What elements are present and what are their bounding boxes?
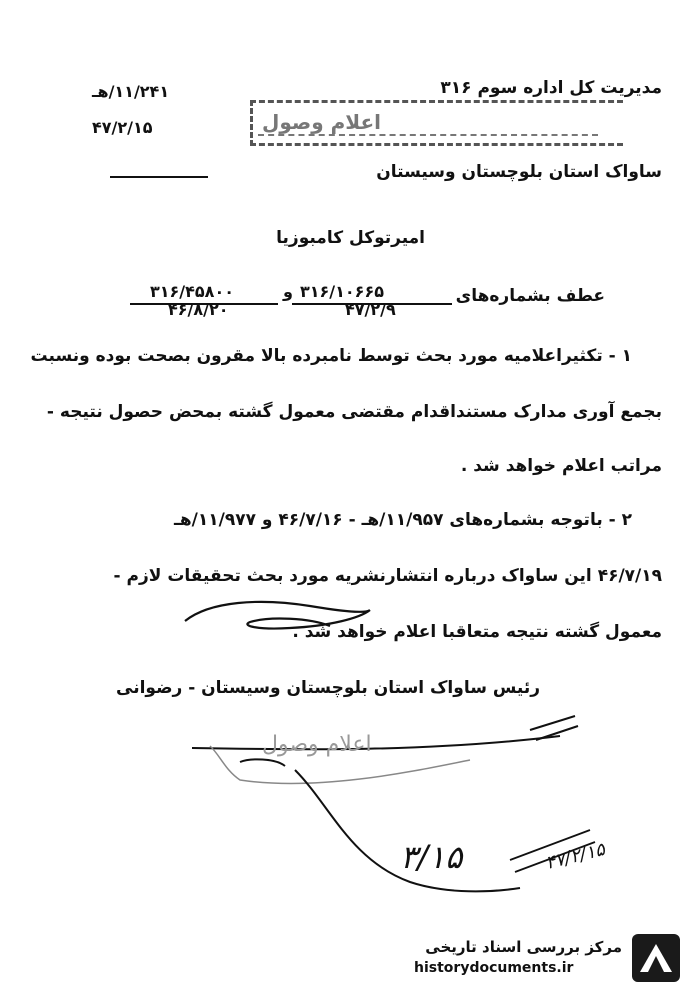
subject-title: امیرتوکل کامبوزیا: [276, 228, 425, 248]
signature-block: رئیس ساواک استان بلوچستان وسیستان - رضوانی: [116, 678, 540, 698]
faded-seal: [262, 732, 372, 757]
handwritten-annotations: [180, 710, 600, 900]
reference-conjunction: و: [283, 282, 293, 301]
watermark-org-name: مرکز بررسی اسناد تاریخی: [425, 938, 622, 956]
department-line: مدیریت کل اداره سوم ۳۱۶: [440, 78, 662, 98]
reference-first-date: ۴۷/۲/۹: [345, 300, 396, 319]
reference-first-number: ۳۱۶/۱۰۶۶۵: [300, 282, 384, 301]
faded-seal-text: اعلام وصول: [262, 732, 372, 757]
reference-second-number: ۳۱۶/۴۵۸۰۰: [150, 282, 234, 301]
header-rule: [110, 176, 208, 178]
archive-logo: [630, 932, 682, 984]
signature-scribble: [180, 596, 380, 646]
paragraph2-line1: ۲ - باتوجه بشماره‌های ۱۱/۹۵۷/هـ - ۴۶/۷/۱۶ و ۱۱/۹۷۷/هـ: [174, 510, 632, 530]
archive-logo-icon: [630, 932, 682, 984]
paragraph1-line1: ۱ - تکثیراعلامیه مورد بحث توسط نامبرده بالا مقرون بصحت بوده ونسبت: [30, 346, 632, 366]
reference-number: ۱۱/۲۴۱/هـ: [92, 82, 170, 101]
handwritten-note-number: ۳/۱۵: [400, 838, 463, 876]
reference-second-date: ۴۶/۸/۲۰: [168, 300, 229, 319]
reference-label: عطف بشماره‌های: [455, 286, 605, 306]
received-stamp-text: اعلام وصول: [262, 110, 381, 134]
letter-date: ۴۷/۲/۱۵: [92, 118, 153, 137]
watermark-website: historydocuments.ir: [414, 960, 574, 976]
paragraph1-line3: مراتب اعلام خواهد شد .: [460, 456, 662, 476]
paragraph2-line2: ۴۶/۷/۱۹ این ساواک درباره انتشارنشریه مورد بحث تحقیقات لازم -: [113, 566, 662, 586]
recipient-line: ساواک استان بلوچستان وسیستان: [376, 162, 662, 182]
handwritten-date: ۴۷/۲/۱۵: [543, 838, 608, 875]
paragraph1-line2: بجمع آوری مدارک مستنداقدام مقتضی معمول گشته بمحض حصول نتیجه -: [46, 402, 662, 422]
paragraph2-line3: معمول گشته نتیجه متعاقبا اعلام خواهد شد .: [292, 622, 662, 642]
